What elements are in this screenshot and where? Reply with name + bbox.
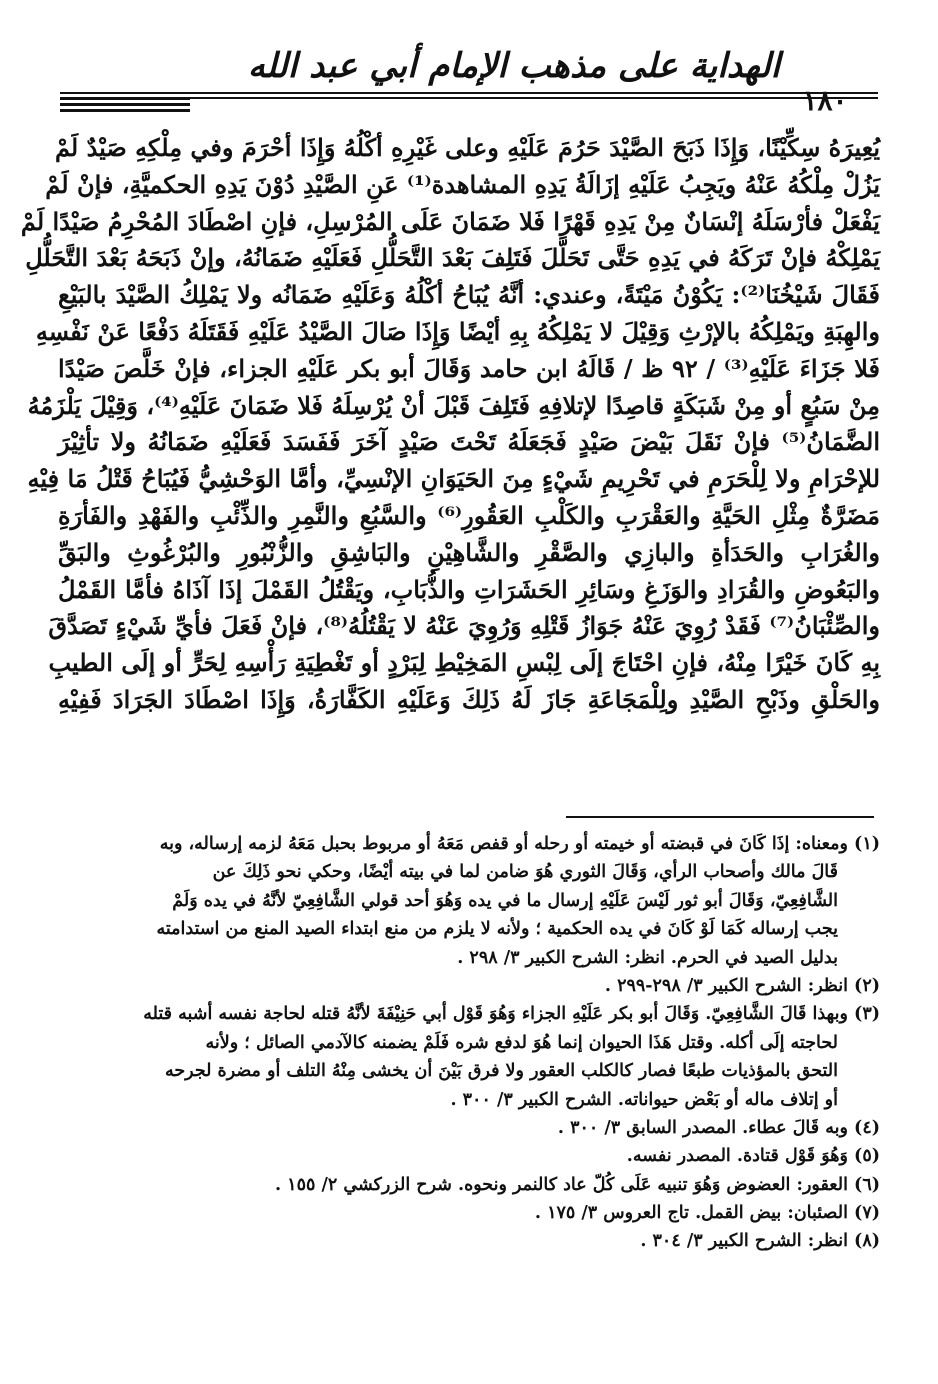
page-number: ١٨٠ — [802, 84, 848, 117]
footnote-line: قَالَ مالك وأصحاب الرأي، وَقَالَ الثوري هُوَ ضامن لما في بيته أيْضًا، وحكي نحو ذَلِكَ عن — [212, 862, 838, 883]
footnote-line: أو إتلاف ماله أو بَعْض حيواناته. الشرح الكبير ٣/ ٣٠٠ . — [450, 1089, 838, 1110]
text-line: الضَّمَانُ⁽⁵⁾ فإنْ نَقَلَ بَيْضَ صَيْدٍ فَجَعَلَهُ تَحْتَ صَيْدٍ آخَرَ فَفَسَدَ فَعَلَيْهِ ضَمَانُهُ ولا تأثِيْرَ — [58, 427, 880, 457]
text-line: والصِّئْبَانُ⁽⁷⁾ فَقَدْ رُوِيَ عَنْهُ جَوَازُ قَتْلِهِ وَرُوِيَ عَنْهُ لا يَقْتُلُهُ⁽⁸⁾، فإنْ فَعَلَ فأيِّ شَيْءٍ تَصَدَّقَ — [48, 611, 880, 641]
text-line: يُعِيرَهُ سِكِّيْنًا، وَإِذَا ذَبَحَ الصَّيْدَ حَرُمَ عَلَيْهِ وعلى غَيْرِهِ أكْلُهُ وَإِذَا أحْرَمَ وفي مِلْكِهِ صَيْدٌ لَمْ — [54, 133, 880, 162]
text-line: والهِبَةِ ويَمْلِكُهُ بالإرْثِ وَقِيْلَ لا يَمْلِكُهُ بِهِ أيْضًا وَإِذَا صَالَ الصَّيْدُ عَلَيْهِ فَقَتَلَهُ دَفْعًا عَنْ نَفْسِهِ — [35, 316, 880, 346]
footnote-line: لحاجته إلَى أكله. وقتل هَذَا الحيوان إنما هُوَ لدفع شره فَلَمْ يضمنه كالآدمي الصائل ؛ ولأنه — [205, 1032, 838, 1053]
text-line: مَضَرَّةٌ مِثْلِ الحَيَّةِ والعَقْرَبِ والكَلْبِ العَقُورِ⁽⁶⁾ والسَّبُعِ والنَّمِرِ والذِّئْبِ والفَهْدِ والفَأرَةِ — [58, 500, 880, 530]
text-line: بِهِ كَانَ خَيْرًا مِنْهُ، فإنِ احْتَاجَ إلَى لِبْسِ المَخِيْطِ لِبَرْدٍ أو تَغْطِيَةِ رَأْسِهِ لِحَرٍّ أو إلَى الطيبِ — [48, 648, 880, 678]
text-line: والغُرَابِ والحَدَأةِ والبازِي والصَّقْرِ والشَّاهِيْنِ والبَاشِقِ والزُّنْبُورِ والبُرْغُوثِ والبَقِّ — [58, 537, 880, 567]
main-text — [20, 130, 881, 719]
text-line: يَفْعَلْ فأرْسَلَهُ إنْسَانٌ مِنْ يَدِهِ قَهْرًا فَلا ضَمَانَ عَلَى المُرْسِلِ، فإنِ اصْطَادَ المُحْرِمُ صَيْدًا لَمْ — [20, 206, 880, 236]
text-line: يَمْلِكْهُ فإنْ تَرَكَهُ في يَدِهِ حَتَّى تَحَلَّلَ فَتَلِفَ بَعْدَ التَّحَلُّلِ فَعَلَيْهِ ضَمَانُهُ، وإنْ ذَبَحَهُ بَعْدَ التَّحَلُّلِ — [25, 243, 880, 273]
text-line: والحَلْقِ وذَبْحِ الصَّيْدِ ولِلْمَجَاعَةِ جَازَ لَهُ ذَلِكَ وَعَلَيْهِ الكَفَّارَةُ، وَإِذَا اصْطَادَ الجَرَادَ فَفِيْهِ — [58, 684, 880, 714]
footnote-line: (٣) وبهذا قَالَ الشَّافِعِيّ. وَقَالَ أبو بكر عَلَيْهِ الجزاء وَهُوَ قَوْل أبي حَنِيْفَةَ لأنَّهُ قتله لحاجة نفسه أشبه قتله — [143, 1004, 880, 1025]
footnote-line: (٦) العقور: العضوض وَهُوَ تنبيه عَلَى كُلّ عاد كالنمر ونحوه. شرح الزركشي ٢/ ١٥٥ . — [274, 1174, 880, 1195]
text-line: للإحْرَامِ ولا لِلْحَرَمِ في تَحْرِيمِ شَيْءٍ مِنَ الحَيَوَانِ الإنْسِيِّ، وأمَّا الوَحْشِيُّ فَيُبَاحُ قَتْلُ مَا فِيْهِ — [27, 464, 880, 494]
footnote-line: بدليل الصيد في الحرم. انظر: الشرح الكبير ٣/ ٢٩٨ . — [457, 947, 838, 968]
footnote-separator — [566, 816, 874, 818]
footnote-line: (١) ومعناه: إذَا كَانَ في قبضته أو خيمته أو رحله أو قفص مَعَهُ أو مربوط بحبل مَعَهُ لزمه إرساله، وبه — [159, 834, 880, 854]
text-line: والبَعُوضِ والقُرَادِ والوَزَغِ وسَائِرِ الحَشَرَاتِ والذُّبَابِ، ويَقْتُلُ القَمْلَ إذَا آذَاهُ فأمَّا القَمْلُ — [58, 574, 880, 604]
text-line: فَقَالَ شَيْخُنَا⁽²⁾: يَكُوْنُ مَيْتَةً، وعندي: أنَّهُ يُبَاحُ أكْلُهُ وَعَلَيْهِ ضَمَانُه ولا يَمْلِكُ الصَّيْدَ بالبَيْعِ — [58, 280, 881, 310]
footnotes — [58, 830, 880, 1256]
footnote-line: (٧) الصئبان: بيض القمل. تاج العروس ٣/ ١٧٥ . — [534, 1203, 880, 1224]
footnote-line: التحق بالمؤذيات طبعًا فصار كالكلب العقور ولا فرق بَيْنَ أن يخشى مِنْهُ التلف أو مضرة لجرحه — [164, 1061, 838, 1082]
footnote-line: (٨) انظر: الشرح الكبير ٣/ ٣٠٤ . — [640, 1231, 880, 1252]
footnote-line: (٢) انظر: الشرح الكبير ٣/ ٢٩٨-٢٩٩ . — [604, 975, 880, 996]
text-line: مِنْ سَبُعٍ أو مِنْ شَبَكَةٍ قاصِدًا لإتلافِهِ فَتَلِفَ قَبْلَ أنْ يُرْسِلَهُ فَلا ضَمَانَ عَلَيْهِ⁽⁴⁾، وَقِيْلَ يَلْزَمُهُ — [27, 390, 880, 420]
footnote-line: الشَّافِعِيّ، وَقَالَ أبو ثور لَيْسَ عَلَيْهِ إرسال ما في يده وَهُوَ أحد قولي الشَّافِعِيّ لأنَّهُ في يده وَلَمْ — [172, 890, 838, 911]
footnote-line: (٤) وبه قَالَ عطاء. المصدر السابق ٣/ ٣٠٠ . — [557, 1117, 880, 1138]
text-line: فَلا جَزَاءَ عَلَيْهِ⁽³⁾ / ٩٢ ظ / قَالَهُ ابن حامد وَقَالَ أبو بكر عَلَيْهِ الجزاء، فإنْ خَلَّصَ صَيْدًا — [58, 353, 880, 383]
running-header-title: الهداية على مذهب الإمام أبي عبد الله — [247, 46, 781, 86]
footnote-line: يجب إرساله كَمَا لَوْ كَانَ في يده الحكمية ؛ ولأنه لا يلزم من منع ابتداء الصيد المنع من استدامته — [156, 919, 838, 940]
footnote-line: (٥) وَهُوَ قَوْل قتادة. المصدر نفسه. — [626, 1146, 880, 1167]
decorative-rules — [60, 97, 190, 121]
header-rule — [60, 92, 878, 94]
text-line: يَزُلْ مِلْكُهُ عَنْهُ ويَجِبُ عَلَيْهِ إزَالَةُ يَدِهِ المشاهدة⁽¹⁾ عَنِ الصَّيْدِ دُوْنَ يَدِهِ الحكميَّةِ، فإنْ لَمْ — [45, 169, 880, 199]
